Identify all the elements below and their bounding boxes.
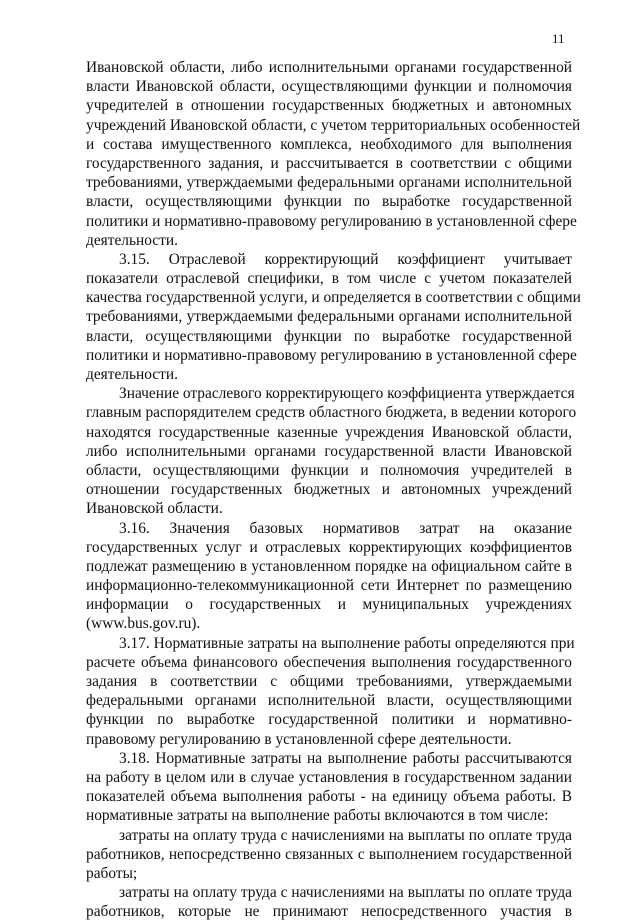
text-line: политики и нормативно-правовому регулированию в установленной сфере bbox=[86, 346, 577, 364]
text-line: показателей объема выполнения работы - на единицу объема работы. В bbox=[86, 788, 572, 806]
text-line: Ивановской области. bbox=[86, 500, 223, 518]
text-line: расчете объема финансового обеспечения выполнения государственного bbox=[86, 653, 572, 671]
text-line: федеральными органами исполнительной власти, осуществляющими bbox=[86, 692, 572, 710]
text-line: правовому регулированию в установленной сфере деятельности. bbox=[86, 730, 512, 748]
text-line: качества государственной услуги, и определяется в соответствии с общими bbox=[86, 289, 581, 307]
text-line: работников, непосредственно связанных с выполнением государственной bbox=[86, 845, 572, 863]
text-line: политики и нормативно-правовому регулированию в установленной сфере bbox=[86, 212, 577, 230]
text-line: власти Ивановской области, осуществляющими функции и полномочия bbox=[86, 78, 572, 96]
text-line: подлежат размещению в установленном порядке на официальном сайте в bbox=[86, 557, 572, 575]
text-line: нормативные затраты на выполнение работы включаются в том числе: bbox=[86, 807, 549, 825]
text-line: Значение отраслевого корректирующего коэффициента утверждается bbox=[119, 385, 575, 403]
text-line: на работу в целом или в случае установления в государственном задании bbox=[86, 768, 572, 786]
text-line: информационно-телекоммуникационной сети Интернет по размещению bbox=[86, 577, 572, 595]
text-line: информации о государственных и муниципальных учреждениях bbox=[86, 596, 572, 614]
text-line: (www.bus.gov.ru). bbox=[86, 615, 201, 633]
text-line: государственного задания, и рассчитывается в соответствии с общими bbox=[86, 154, 572, 172]
text-line: работы; bbox=[86, 864, 138, 882]
text-line: 3.18. Нормативные затраты на выполнение работы рассчитываются bbox=[119, 749, 572, 767]
text-line: области, осуществляющими функции и полномочия учредителей в bbox=[86, 461, 572, 479]
text-line: показатели отраслевой специфики, в том числе с учетом показателей bbox=[86, 270, 572, 288]
text-line: 3.17. Нормативные затраты на выполнение работы определяются при bbox=[119, 634, 575, 652]
text-line: 3.16. Значения базовых нормативов затрат на оказание bbox=[119, 519, 572, 537]
text-line: 3.15. Отраслевой корректирующий коэффициент учитывает bbox=[119, 250, 572, 268]
text-line: главным распорядителем средств областного бюджета, в ведении которого bbox=[86, 404, 577, 422]
text-line: учредителей в отношении государственных бюджетных и автономных bbox=[86, 97, 572, 115]
text-line: деятельности. bbox=[86, 366, 178, 383]
text-line: затраты на оплату труда с начислениями на выплаты по оплате труда bbox=[119, 826, 572, 844]
text-line: работников, которые не принимают непосредственного участия в bbox=[86, 903, 572, 921]
text-line: требованиями, утверждаемыми федеральными органами исполнительной bbox=[86, 174, 572, 192]
text-line: находятся государственные казенные учреждения Ивановской области, bbox=[86, 423, 572, 441]
text-line: власти, осуществляющими функции по выработке государственной bbox=[86, 193, 572, 211]
text-line: отношении государственных бюджетных и автономных учреждений bbox=[86, 481, 572, 499]
text-line: государственных услуг и отраслевых корректирующих коэффициентов bbox=[86, 538, 572, 556]
text-line: и состава имущественного комплекса, необходимого для выполнения bbox=[86, 135, 572, 153]
text-line: функции по выработке государственной политики и нормативно- bbox=[86, 711, 572, 729]
text-line: либо исполнительными органами государственной власти Ивановской bbox=[86, 442, 572, 460]
text-line: власти, осуществляющими функции по выработке государственной bbox=[86, 327, 572, 345]
text-line: Ивановской области, либо исполнительными органами государственной bbox=[86, 59, 572, 76]
text-line: деятельности. bbox=[86, 231, 178, 249]
text-line: требованиями, утверждаемыми федеральными органами исполнительной bbox=[86, 308, 572, 326]
text-line: задания в соответствии с общими требованиями, утверждаемыми bbox=[86, 673, 572, 690]
document-body bbox=[86, 58, 581, 921]
text-line: затраты на оплату труда с начислениями на выплаты по оплате труда bbox=[119, 884, 572, 902]
text-line: учреждений Ивановской области, с учетом территориальных особенностей bbox=[86, 116, 581, 134]
page-number: 11 bbox=[552, 31, 565, 46]
